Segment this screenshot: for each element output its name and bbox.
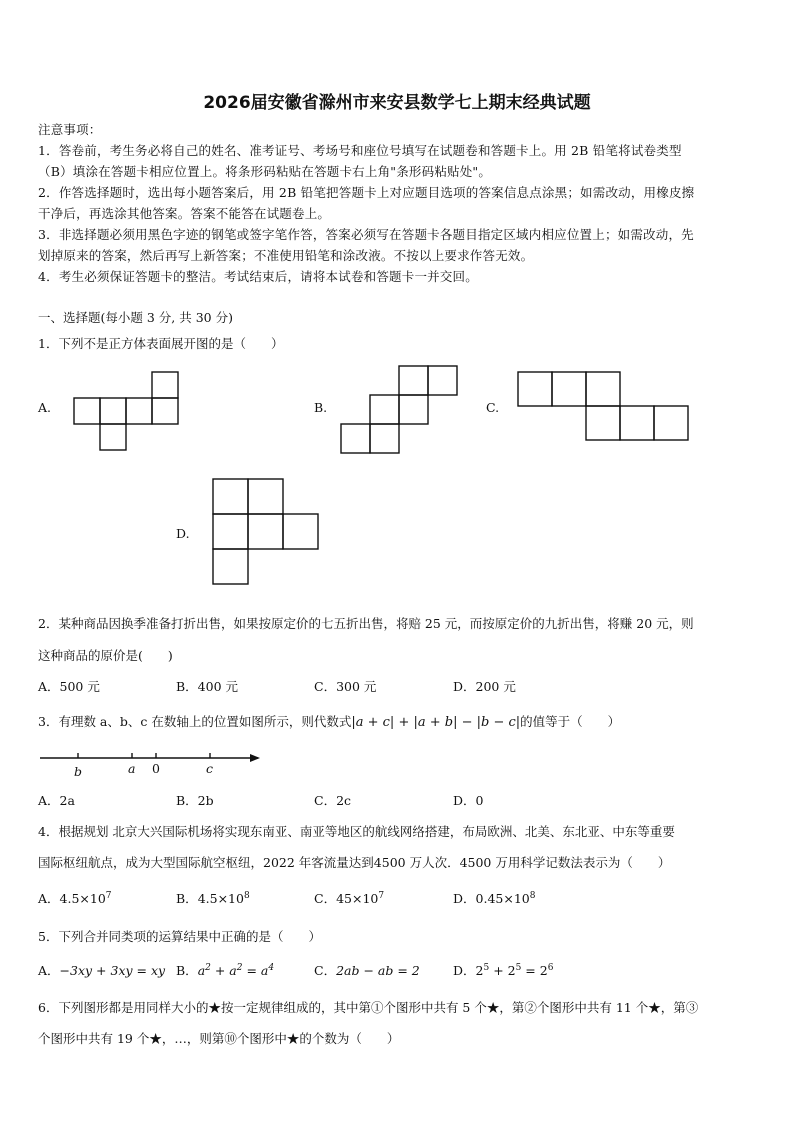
q1-net-a <box>70 368 190 458</box>
notice-line: 1．答卷前，考生务必将自己的姓名、准考证号、考场号和座位号填写在试题卷和答题卡上。用 2B 铅笔将试卷类型 <box>38 143 682 158</box>
question-4-line: 4．根据规划 北京大兴国际机场将实现东南亚、南亚等地区的航线网络搭建，布局欧洲、北美、东北亚、中东等重要 <box>38 824 675 839</box>
q4-option-d: D．$0.45\times 10^8$ <box>453 890 536 906</box>
q3-stem-pre: 3．有理数 a、b、c 在数轴上的位置如图所示，则代数式 <box>38 714 352 729</box>
notice-line: 4．考生必须保证答题卡的整洁。考试结束后，请将本试卷和答题卡一并交回。 <box>38 269 478 284</box>
notice-line: 干净后，再选涂其他答案。答案不能答在试题卷上。 <box>38 206 331 221</box>
q3-expression: |a + c| + |a + b| − |b − c| <box>351 715 521 730</box>
question-6-line: 个图形中共有 19 个★，…，则第⑩个图形中★的个数为（ ） <box>38 1031 400 1046</box>
q2-option-d: D．200 元 <box>453 679 516 694</box>
notice-heading: 注意事项： <box>38 122 102 137</box>
notice-line: 划掉原来的答案，然后再写上新答案；不准使用铅笔和涂改液。不按以上要求作答无效。 <box>38 248 534 263</box>
q3-axis-label-a: a <box>128 761 136 776</box>
q5-option-d: D．$2^5 + 2^5 = 2^6$ <box>453 962 554 978</box>
notice-line: 3．非选择题必须用黑色字迹的钢笔或签字笔作答，答案必须写在答题卡各题目指定区域内相应位置上；如需改动，先 <box>38 227 694 242</box>
q5-option-b: B．$a^2 + a^2 = a^4$ <box>176 962 275 978</box>
q5-option-a: A．−3xy + 3xy = xy <box>38 963 166 978</box>
q3-axis-label-b: b <box>74 764 83 779</box>
question-1-stem: 1．下列不是正方体表面展开图的是（ ） <box>38 336 284 351</box>
q1-net-c <box>514 368 694 448</box>
page-title: 2026届安徽省滁州市来安县数学七上期末经典试题 <box>203 93 591 113</box>
q3-stem-post: 的值等于（ ） <box>520 714 621 729</box>
q4-option-a: A．$4.5\times 10^7$ <box>38 890 112 906</box>
q3-option-d: D．0 <box>453 793 484 808</box>
question-4-line: 国际枢纽航点，成为大型国际航空枢纽，2022 年客流量达到4500 万人次．4500 万用科学记数法表示为（ ） <box>38 855 671 870</box>
question-3-stem <box>38 712 620 730</box>
q4-option-b: B．$4.5\times 10^8$ <box>176 890 250 906</box>
question-2-line: 这种商品的原价是( ) <box>38 648 173 663</box>
notice-line: （B）填涂在答题卡相应位置上。将条形码粘贴在答题卡右上角"条形码粘贴处"。 <box>38 164 492 179</box>
q1-option-b-label: B. <box>314 400 328 415</box>
q1-net-b <box>338 363 468 458</box>
q5-option-c: C．2ab − ab = 2 <box>314 963 420 978</box>
q3-axis-label-zero: 0 <box>152 761 160 776</box>
q2-option-a: A．500 元 <box>38 679 100 694</box>
q1-option-d-label: D. <box>176 526 190 541</box>
q3-axis-label-c: c <box>206 761 214 776</box>
q2-option-c: C．300 元 <box>314 679 377 694</box>
question-2-line: 2．某种商品因换季准备打折出售，如果按原定价的七五折出售，将赔 25 元，而按原定价的九折出售，将赚 20 元，则 <box>38 616 694 631</box>
question-6-line: 6．下列图形都是用同样大小的★按一定规律组成的，其中第①个图形中共有 5 个★，第②个图形中共有 11 个★，第③ <box>38 1000 699 1015</box>
q4-option-c: C．$45\times 10^7$ <box>314 890 385 906</box>
notice-line: 2．作答选择题时，选出每小题答案后，用 2B 铅笔把答题卡上对应题目选项的答案信息点涂黑；如需改动，用橡皮擦 <box>38 185 695 200</box>
q1-option-a-label: A. <box>38 400 52 415</box>
question-5-stem: 5．下列合并同类项的运算结果中正确的是（ ） <box>38 929 321 944</box>
q1-net-d <box>210 476 330 591</box>
q3-option-b: B．2b <box>176 793 214 808</box>
q3-option-a: A．2a <box>38 793 75 808</box>
q2-option-b: B．400 元 <box>176 679 239 694</box>
q1-option-c-label: C. <box>486 400 500 415</box>
section-heading: 一、选择题(每小题 3 分, 共 30 分) <box>38 310 233 325</box>
q3-option-c: C．2c <box>314 793 352 808</box>
